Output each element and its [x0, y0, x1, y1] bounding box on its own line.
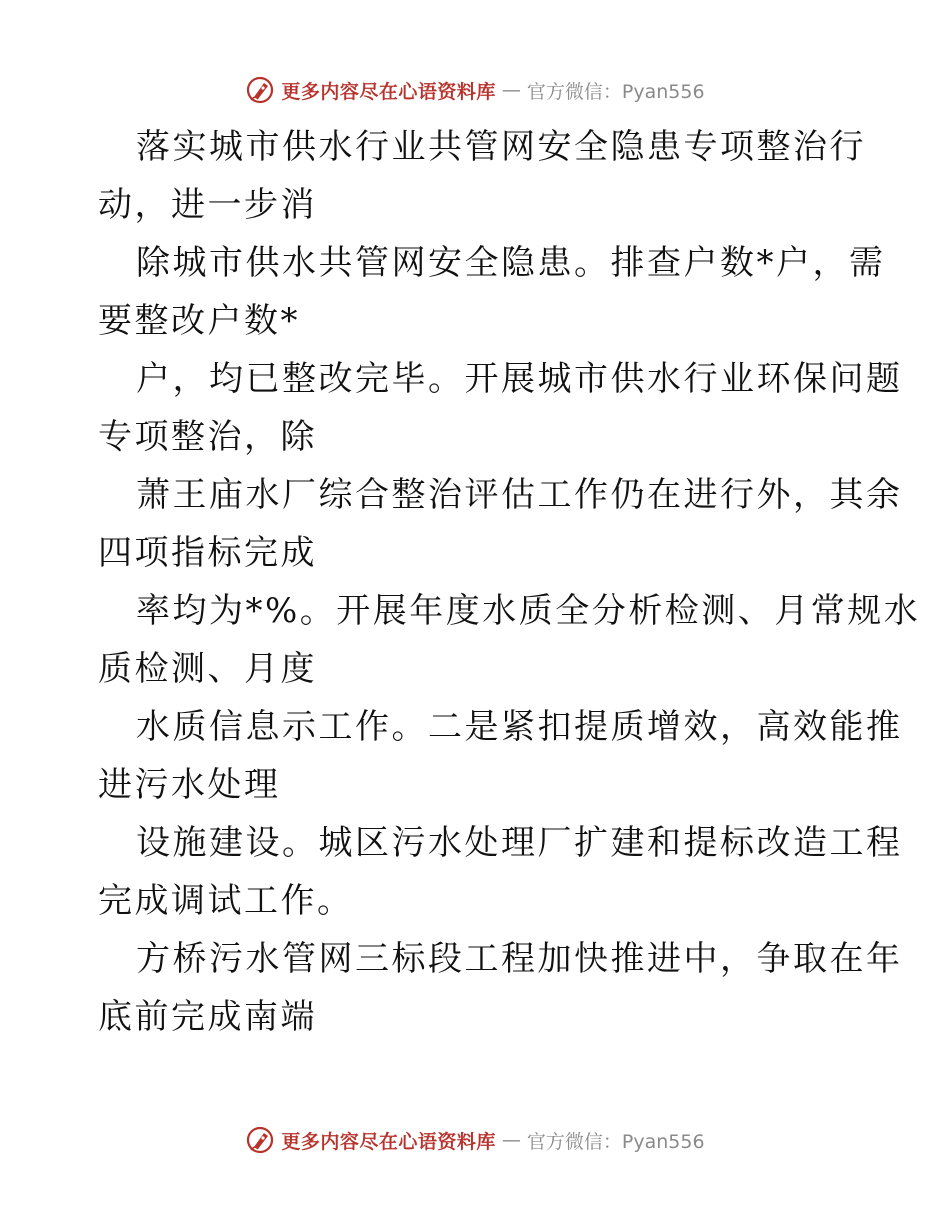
- body-line: 落实城市供水行业共管网安全隐患专项整治行: [136, 127, 866, 167]
- document-body: [98, 118, 921, 1046]
- body-line: 除城市供水共管网安全隐患。排查户数*户，需: [136, 243, 886, 283]
- body-line: 动，进一步消: [98, 185, 317, 225]
- body-line: 萧王庙水厂综合整治评估工作仍在进行外，其余: [136, 475, 903, 515]
- body-line: 水质信息示工作。二是紧扣提质增效，高效能推: [136, 707, 903, 747]
- body-line: 四项指标完成: [98, 533, 317, 573]
- footer-dash: —: [501, 1129, 521, 1151]
- body-line: 户，均已整改完毕。开展城市供水行业环保问题: [136, 359, 903, 399]
- header-contact: 官方微信：Pyan556: [526, 80, 705, 103]
- body-line: 进污水处理: [98, 765, 281, 805]
- header-dash: —: [501, 79, 521, 101]
- header-banner: [0, 70, 950, 110]
- pen-nib-icon: [245, 75, 275, 105]
- body-line: 完成调试工作。: [98, 881, 354, 921]
- body-line: 要整改户数*: [98, 301, 300, 341]
- footer-contact: 官方微信：Pyan556: [526, 1130, 705, 1153]
- footer-slogan: 更多内容尽在心语资料库: [281, 1130, 496, 1153]
- pen-nib-icon: [245, 1125, 275, 1155]
- body-line: 质检测、月度: [98, 649, 317, 689]
- body-line: 底前完成南端: [98, 997, 317, 1037]
- body-line: 方桥污水管网三标段工程加快推进中，争取在年: [136, 939, 903, 979]
- body-line: 专项整治，除: [98, 417, 317, 457]
- body-line: 设施建设。城区污水处理厂扩建和提标改造工程: [136, 823, 903, 863]
- footer-banner: [0, 1120, 950, 1160]
- header-slogan: 更多内容尽在心语资料库: [281, 80, 496, 103]
- body-line: 率均为*%。开展年度水质全分析检测、月常规水: [136, 591, 921, 631]
